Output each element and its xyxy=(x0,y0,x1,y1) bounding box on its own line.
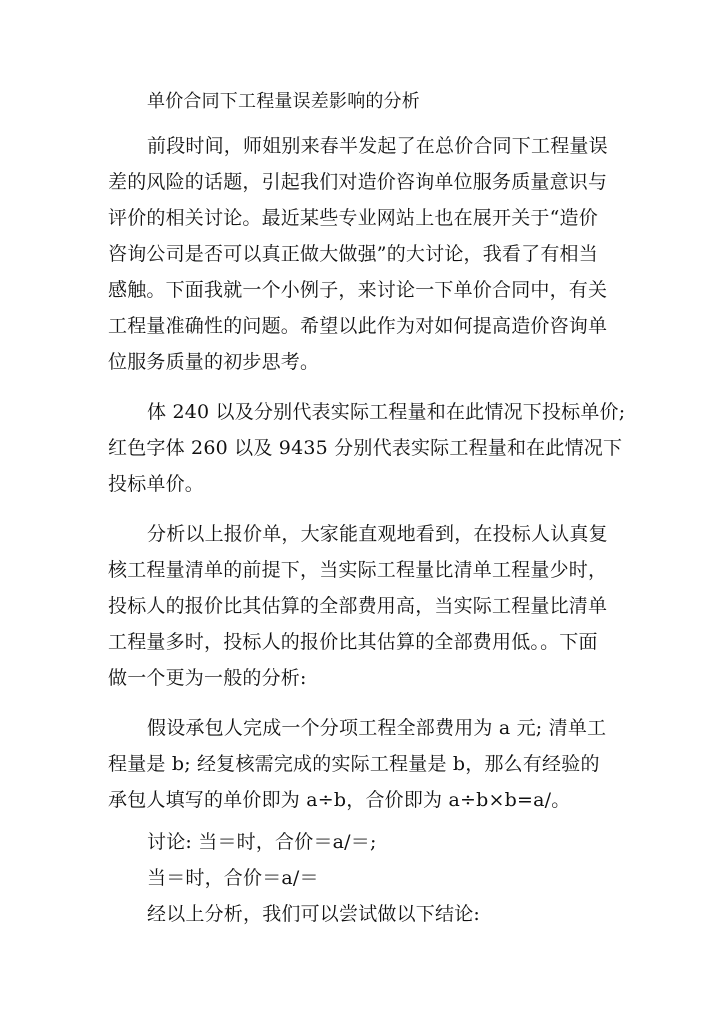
paragraph-line: 当＝时，合价＝a/＝ xyxy=(147,867,319,889)
paragraph-line: 投标人的报价比其估算的全部费用高，当实际工程量比清单 xyxy=(108,595,608,617)
document-title: 单价合同下工程量误差影响的分析 xyxy=(147,91,420,112)
paragraph-line: 承包人填写的单价即为 a÷b，合价即为 a÷b×b=a/。 xyxy=(108,789,571,811)
paragraph-line: 红色字体 260 以及 9435 分别代表实际工程量和在此情况下 xyxy=(108,437,623,459)
paragraph-line: 假设承包人完成一个分项工程全部费用为 a 元; 清单工 xyxy=(147,717,607,739)
paragraph-line: 体 240 以及分别代表实际工程量和在此情况下投标单价; xyxy=(147,401,626,423)
paragraph-line: 做一个更为一般的分析: xyxy=(108,667,307,689)
paragraph-line: 投标单价。 xyxy=(108,473,205,495)
paragraph-line: 评价的相关讨论。最近某些专业网站上也在展开关于“造价 xyxy=(108,207,598,229)
paragraph-line: 工程量多时，投标人的报价比其估算的全部费用低。。下面 xyxy=(108,631,598,653)
paragraph-line: 核工程量清单的前提下，当实际工程量比清单工程量少时， xyxy=(108,559,608,581)
paragraph-line: 经以上分析，我们可以尝试做以下结论: xyxy=(147,903,481,925)
paragraph-line: 位服务质量的初步思考。 xyxy=(108,351,320,373)
paragraph-line: 讨论: 当＝时，合价＝a/＝; xyxy=(147,831,377,853)
paragraph-line: 分析以上报价单，大家能直观地看到，在投标人认真复 xyxy=(147,523,608,545)
paragraph-line: 咨询公司是否可以真正做大做强”的大讨论，我看了有相当 xyxy=(108,243,598,265)
paragraph-line: 感触。下面我就一个小例子，来讨论一下单价合同中，有关 xyxy=(108,279,608,301)
paragraph-line: 程量是 b; 经复核需完成的实际工程量是 b，那么有经验的 xyxy=(108,753,600,775)
paragraph-line: 前段时间，师姐别来春半发起了在总价合同下工程量误 xyxy=(147,135,608,157)
paragraph-line: 差的风险的话题，引起我们对造价咨询单位服务质量意识与 xyxy=(108,171,608,193)
paragraph-line: 工程量准确性的问题。希望以此作为对如何提高造价咨询单 xyxy=(108,315,608,337)
